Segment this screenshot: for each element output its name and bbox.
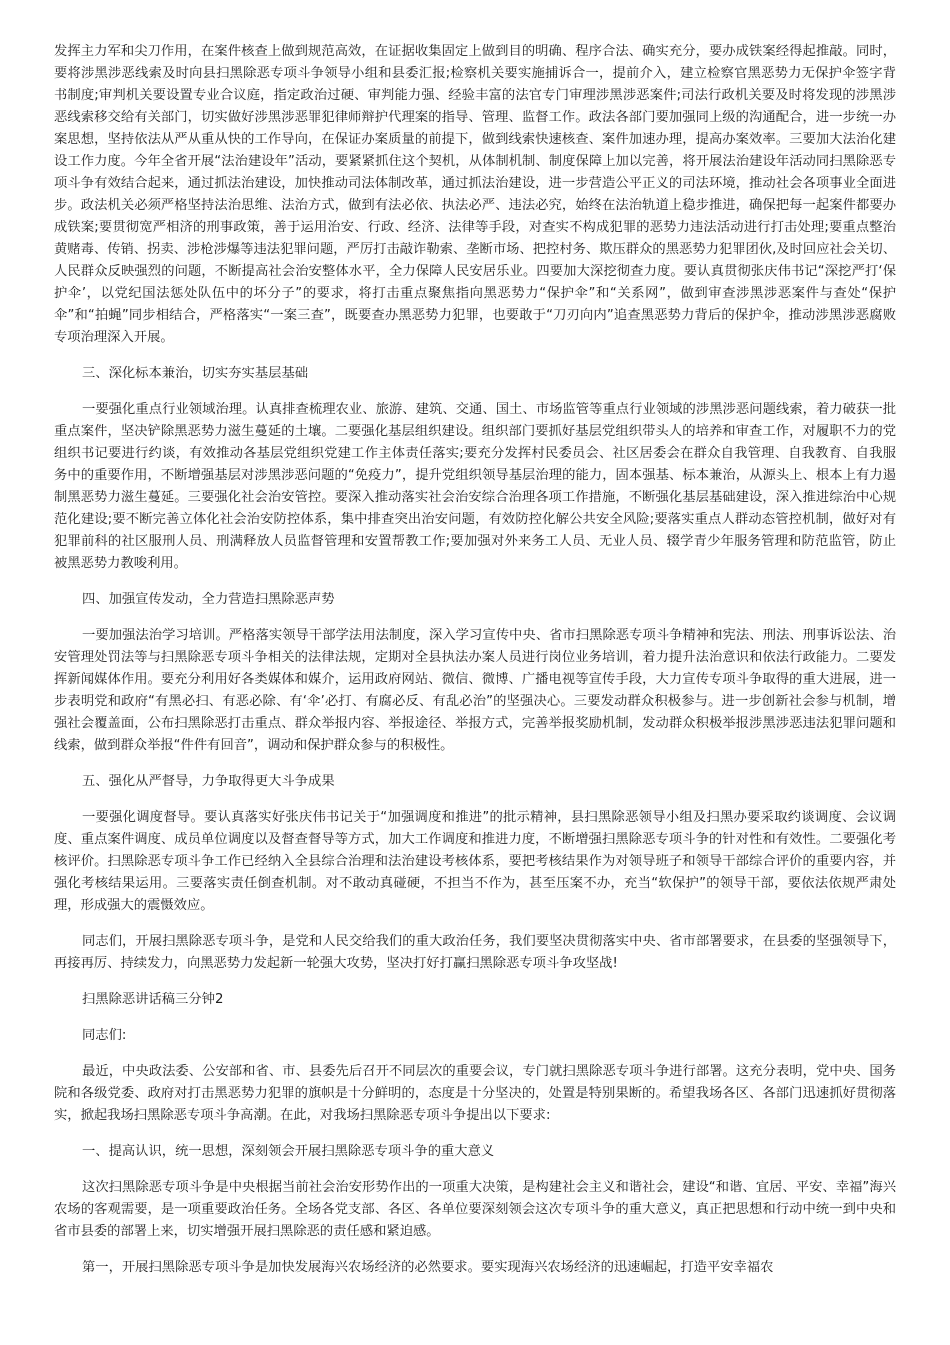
paragraph-first-point: 第一，开展扫黑除恶专项斗争是加快发展海兴农场经济的必然要求。要实现海兴农场经济的迅速崛起，打造平安幸福农 bbox=[82, 1260, 774, 1275]
section-heading-4: 四、加强宣传发动，全力营造扫黑除恶声势 bbox=[82, 592, 335, 607]
speech-2-title: 扫黑除恶讲话稿三分钟2 bbox=[82, 992, 224, 1007]
paragraph-continued-text: 发挥主力军和尖刀作用，在案件核查上做到规范高效，在证据收集固定上做到目的明确、程序合法、确实充分，要办成铁案经得起推敲。同时，要将涉黑涉恶线索及时向县扫黑除恶专项斗争领导小组和县委汇报;检察机关要实施捕诉合一，提前介入，建立检察官黑恶势力无保护伞签字背书制度;审判机关要设置专业合议庭，指定政治过硬、审判能力强、经验丰富的法官专门审理涉黑涉恶案件;司法行政机关要及时将发现的涉黑涉恶线索移交给有关部门，切实做好涉黑涉恶罪犯律师辩护代理案的指导、管理、监督工作。政法各部门要加强同上级的沟通配合，进一步统一办案思想，坚持依法从严从重从快的工作导向，在保证办案质量的前提下，做到线索快速核查、案件加速办理，提高办案效率。三要加大法治化建设工作力度。今年全省开展“法治建设年”活动，要紧紧抓住这个契机，从体制机制、制度保障上加以完善，将开展法治建设年活动同扫黑除恶专项斗争有效结合起来，通过抓法治建设，加快推动司法体制改革，通过抓法治建设，进一步营造公平正义的司法环境，推动社会各项事业全面进步。政法机关必须严格坚持法治思维、法治方式，做到有法必依、执法必严、违法必究，始终在法治轨道上稳步推进，确保把每一起案件都要办成铁案;要贯彻宽严相济的刑事政策，善于运用治安、行政、经济、法律等手段，对查实不构成犯罪的恶势力违法活动进行打击处理;要重点整治黄赌毒、传销、拐卖、涉枪涉爆等违法犯罪问题，严厉打击敲诈勒索、垄断市场、把控村务、欺压群众的黑恶势力犯罪团伙,及时回应社会关切、人民群众反映强烈的问题，不断提高社会治安整体水平，全力保障人民安居乐业。四要加大深挖彻查力度。要认真贯彻张庆伟书记“深挖严打‘保护伞’，以党纪国法惩处队伍中的坏分子”的要求，将打击重点聚焦指向黑恶势力“保护伞”和“关系网”，做到审查涉黑涉恶案件与查处“保护伞”和“拍蝇”同步相结合，严格落实“一案三查”，既要查办黑恶势力犯罪，也要敢于“刀刃向内”追查黑恶势力背后的保护伞，推动涉黑涉恶腐败专项治理深入开展。 bbox=[54, 44, 896, 345]
section-heading-3: 三、深化标本兼治，切实夯实基层基础 bbox=[82, 366, 309, 381]
salutation: 同志们: bbox=[82, 1028, 127, 1043]
document-body bbox=[54, 41, 896, 1279]
paragraph-introduction: 最近，中央政法委、公安部和省、市、县委先后召开不同层次的重要会议，专门就扫黑除恶专项斗争进行部署。这充分表明，党中央、国务院和各级党委、政府对打击黑恶势力犯罪的旗帜是十分鲜明的，态度是十分坚决的，处置是特别果断的。希望我场各区、各部门迅速抓好贯彻落实，掀起我场扫黑除恶专项斗争高潮。在此，对我场扫黑除恶专项斗争提出以下要求: bbox=[54, 1064, 896, 1123]
paragraph-section-4-body: 一要加强法治学习培训。严格落实领导干部学法用法制度，深入学习宣传中央、省市扫黑除恶专项斗争精神和宪法、刑法、刑事诉讼法、治安管理处罚法等与扫黑除恶专项斗争相关的法律法规，定期对全县执法办案人员进行岗位业务培训，着力提升法治意识和依法行政能力。二要发挥新闻媒体作用。要充分利用好各类媒体和媒介，运用政府网站、微信、微博、广播电视等宣传手段，大力宣传专项斗争取得的重大进展，进一步表明党和政府“有黑必扫、有恶必除、有‘伞’必打、有腐必反、有乱必治”的坚强决心。三要发动群众积极参与。进一步创新社会参与机制，增强社会覆盖面，公布扫黑除恶打击重点、群众举报内容、举报途径、举报方式，完善举报奖励机制，发动群众积极举报涉黑涉恶违法犯罪问题和线索，做到群众举报“件件有回音”，调动和保护群众参与的积极性。 bbox=[54, 628, 896, 753]
paragraph-section-1-body: 这次扫黑除恶专项斗争是中央根据当前社会治安形势作出的一项重大决策，是构建社会主义和谐社会，建设“和谐、宜居、平安、幸福”海兴农场的客观需要，是一项重要政治任务。全场各党支部、各区、各单位要深刻领会这次专项斗争的重大意义，真正把思想和行动中统一到中央和省市县委的部署上来，切实增强开展扫黑除恶的责任感和紧迫感。 bbox=[54, 1180, 896, 1239]
paragraph-closing: 同志们，开展扫黑除恶专项斗争，是党和人民交给我们的重大政治任务，我们要坚决贯彻落实中央、省市部署要求，在县委的坚强领导下，再接再厉、持续发力，向黑恶势力发起新一轮强大攻势，坚决打好打赢扫黑除恶专项斗争攻坚战! bbox=[54, 934, 896, 971]
section-heading-5: 五、强化从严督导，力争取得更大斗争成果 bbox=[82, 774, 335, 789]
paragraph-section-3-body: 一要强化重点行业领域治理。认真排查梳理农业、旅游、建筑、交通、国土、市场监管等重点行业领域的涉黑涉恶问题线索，着力破获一批重点案件，坚决铲除黑恶势力滋生蔓延的土壤。二要强化基层组织建设。组织部门要抓好基层党组织带头人的培养和审查工作，对履职不力的党组织书记要进行约谈，有效推动各基层党组织党建工作主体责任落实;要充分发挥村民委员会、社区居委会在群众自我管理、自我教育、自我服务中的重要作用，不断增强基层对涉黑涉恶问题的“免疫力”，提升党组织领导基层治理的能力，固本强基、标本兼治，从源头上、根本上有力遏制黑恶势力滋生蔓延。三要强化社会治安管控。要深入推动落实社会治安综合治理各项工作措施，不断强化基层基础建设，深入推进综治中心规范化建设;要不断完善立体化社会治安防控体系，集中排查突出治安问题，有效防控化解公共安全风险;要落实重点人群动态管控机制，做好对有犯罪前科的社区服刑人员、刑满释放人员监督管理和安置帮教工作;要加强对外来务工人员、无业人员、辍学青少年服务管理和防范监管，防止被黑恶势力教唆利用。 bbox=[54, 402, 896, 571]
paragraph-section-5-body: 一要强化调度督导。要认真落实好张庆伟书记关于“加强调度和推进”的批示精神，县扫黑除恶领导小组及扫黑办要采取约谈调度、会议调度、重点案件调度、成员单位调度以及督查督导等方式，加大工作调度和推进力度，不断增强扫黑除恶专项斗争的针对性和有效性。二要强化考核评价。扫黑除恶专项斗争工作已经纳入全县综合治理和法治建设考核体系，要把考核结果作为对领导班子和领导干部综合评价的重要内容，并强化考核结果运用。三要落实责任倒查机制。对不敢动真碰硬，不担当不作为，甚至压案不办，充当“软保护”的领导干部，要依法依规严肃处理，形成强大的震慑效应。 bbox=[54, 810, 896, 913]
section-heading-1: 一、提高认识，统一思想，深刻领会开展扫黑除恶专项斗争的重大意义 bbox=[82, 1144, 495, 1159]
